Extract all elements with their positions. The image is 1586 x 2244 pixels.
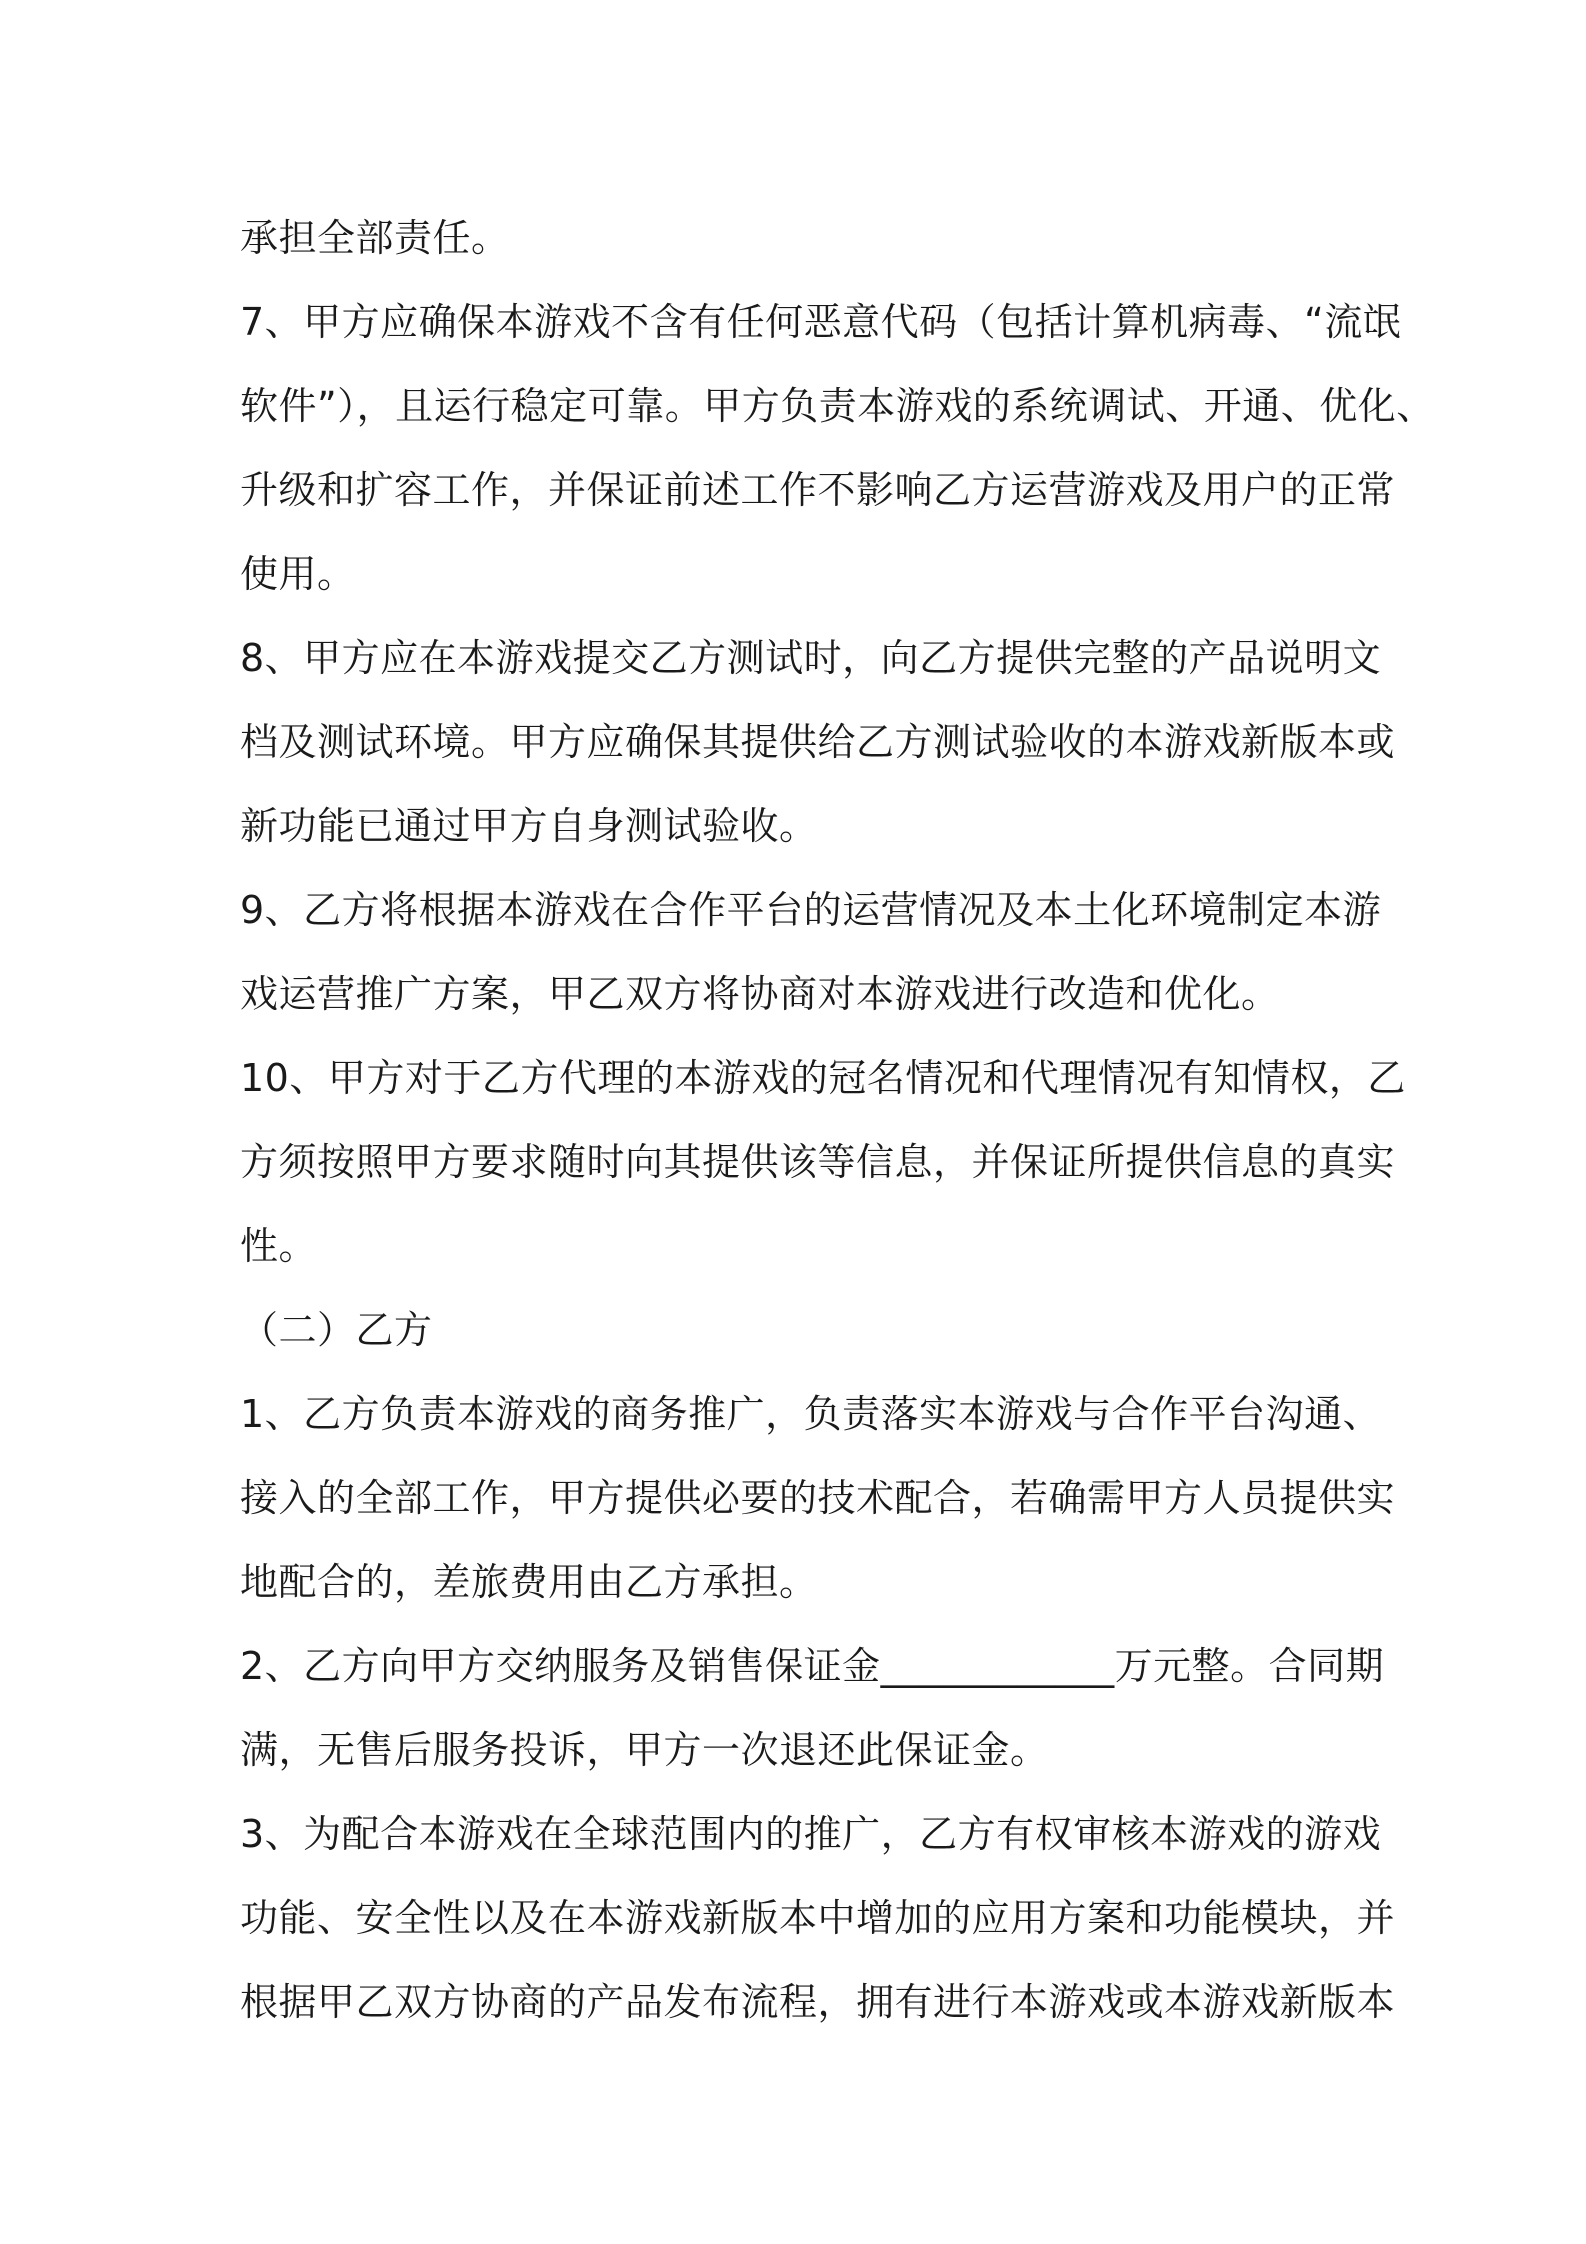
text-line: 满，无售后服务投诉，甲方一次退还此保证金。 — [240, 1728, 1049, 1772]
text-line: 7、甲方应确保本游戏不含有任何恶意代码（包括计算机病毒、“流氓 — [240, 300, 1402, 344]
text-line: 地配合的，差旅费用由乙方承担。 — [240, 1560, 818, 1604]
text-line: 接入的全部工作，甲方提供必要的技术配合，若确需甲方人员提供实 — [240, 1476, 1396, 1520]
text-line: 2、乙方向甲方交纳服务及销售保证金____________万元整。合同期 — [240, 1644, 1385, 1688]
text-line: 10、甲方对于乙方代理的本游戏的冠名情况和代理情况有知情权，乙 — [240, 1056, 1406, 1100]
text-line: 档及测试环境。甲方应确保其提供给乙方测试验收的本游戏新版本或 — [240, 720, 1396, 764]
text-line: 功能、安全性以及在本游戏新版本中增加的应用方案和功能模块，并 — [240, 1896, 1396, 1940]
text-line: （二）乙方 — [240, 1308, 433, 1352]
text-line: 8、甲方应在本游戏提交乙方测试时，向乙方提供完整的产品说明文 — [240, 636, 1382, 680]
text-line: 方须按照甲方要求随时向其提供该等信息，并保证所提供信息的真实 — [240, 1140, 1396, 1184]
text-line: 1、乙方负责本游戏的商务推广，负责落实本游戏与合作平台沟通、 — [240, 1392, 1382, 1436]
text-line: 软件”），且运行稳定可靠。甲方负责本游戏的系统调试、开通、优化、 — [240, 384, 1435, 428]
document-body — [240, 196, 1435, 2044]
text-line: 性。 — [240, 1224, 318, 1268]
text-line: 升级和扩容工作，并保证前述工作不影响乙方运营游戏及用户的正常 — [240, 468, 1396, 512]
text-line: 新功能已通过甲方自身测试验收。 — [240, 804, 818, 848]
text-line: 9、乙方将根据本游戏在合作平台的运营情况及本土化环境制定本游 — [240, 888, 1382, 932]
text-line: 使用。 — [240, 552, 356, 596]
text-line: 承担全部责任。 — [240, 216, 510, 260]
text-line: 根据甲乙双方协商的产品发布流程，拥有进行本游戏或本游戏新版本 — [240, 1980, 1396, 2024]
text-line: 戏运营推广方案，甲乙双方将协商对本游戏进行改造和优化。 — [240, 972, 1280, 1016]
text-line: 3、为配合本游戏在全球范围内的推广，乙方有权审核本游戏的游戏 — [240, 1812, 1382, 1856]
